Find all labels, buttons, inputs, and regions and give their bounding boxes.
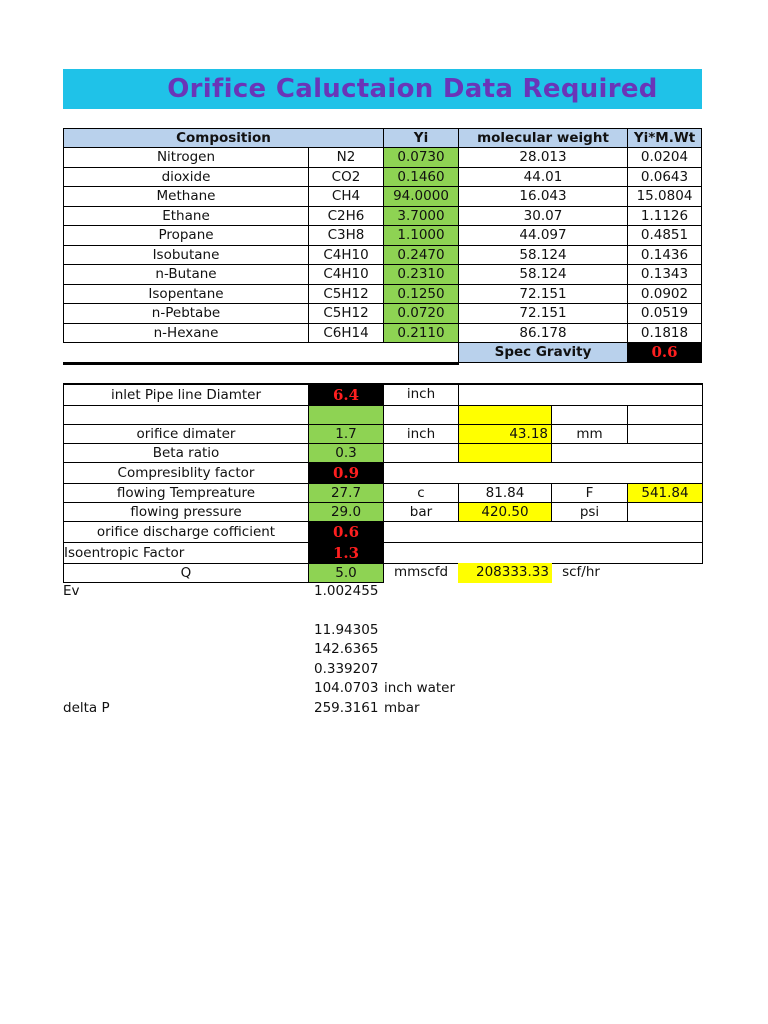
beta-yellow — [458, 443, 552, 463]
blank-cell — [627, 502, 703, 522]
blank-cell — [383, 443, 459, 463]
component-yi: 3.7000 — [383, 206, 459, 227]
component-yi: 0.2110 — [383, 323, 459, 344]
component-formula: C2H6 — [308, 206, 384, 227]
compress-label: Compresiblity factor — [63, 462, 309, 484]
result-value-1: 11.94305 — [314, 622, 379, 638]
header-yi: Yi — [383, 128, 459, 148]
spec-gravity-value: 0.6 — [627, 342, 702, 363]
blank-cell — [383, 462, 703, 484]
component-yimw: 0.1436 — [627, 245, 702, 266]
temp-value: 27.7 — [308, 483, 384, 503]
component-yi: 0.1460 — [383, 167, 459, 188]
component-yimw: 0.0902 — [627, 284, 702, 305]
component-mw: 30.07 — [458, 206, 628, 227]
inlet-unit: inch — [383, 384, 459, 406]
header-composition: Composition — [63, 128, 384, 148]
blank-yellow — [458, 405, 552, 425]
page-title: Orifice Caluctaion Data Required — [167, 74, 658, 104]
component-name: Isopentane — [63, 284, 309, 305]
component-name: Nitrogen — [63, 147, 309, 168]
result-value-3: 0.339207 — [314, 661, 379, 677]
header-yi-mwt: Yi*M.Wt — [627, 128, 702, 148]
blank-green — [308, 405, 384, 425]
orifice-mm-value: 43.18 — [458, 424, 552, 444]
title-banner — [63, 69, 702, 109]
component-formula: CO2 — [308, 167, 384, 188]
component-name: Propane — [63, 225, 309, 246]
press-unit: bar — [383, 502, 459, 522]
component-yimw: 0.0204 — [627, 147, 702, 168]
beta-value: 0.3 — [308, 443, 384, 463]
component-name: n-Butane — [63, 264, 309, 285]
compress-value: 0.9 — [308, 462, 384, 484]
press-psi-value: 420.50 — [458, 502, 552, 522]
component-formula: C5H12 — [308, 284, 384, 305]
component-yimw: 1.1126 — [627, 206, 702, 227]
temp-rankine-value: 541.84 — [627, 483, 703, 503]
temp-label: flowing Tempreature — [63, 483, 309, 503]
orifice-mm-unit: mm — [551, 424, 628, 444]
inlet-value: 6.4 — [308, 384, 384, 406]
component-formula: C4H10 — [308, 264, 384, 285]
component-mw: 44.01 — [458, 167, 628, 188]
temp-f-unit: F — [551, 483, 628, 503]
component-yi: 94.0000 — [383, 186, 459, 207]
component-yi: 1.1000 — [383, 225, 459, 246]
header-molecular-weight: molecular weight — [458, 128, 628, 148]
spec-gravity-label: Spec Gravity — [458, 342, 628, 363]
component-mw: 44.097 — [458, 225, 628, 246]
blank-cell — [383, 405, 459, 425]
component-yi: 0.0720 — [383, 303, 459, 324]
q-label: Q — [63, 563, 309, 583]
component-name: Methane — [63, 186, 309, 207]
component-yimw: 0.1343 — [627, 264, 702, 285]
q-scf-unit: scf/hr — [562, 564, 600, 580]
component-mw: 86.178 — [458, 323, 628, 344]
press-psi-unit: psi — [551, 502, 628, 522]
blank-cell — [627, 424, 703, 444]
component-mw: 72.151 — [458, 303, 628, 324]
blank-cell — [627, 405, 703, 425]
press-label: flowing pressure — [63, 502, 309, 522]
inlet-blank — [458, 384, 703, 406]
component-formula: C5H12 — [308, 303, 384, 324]
temp-unit: c — [383, 483, 459, 503]
blank-cell — [551, 405, 628, 425]
orifice-label: orifice dimater — [63, 424, 309, 444]
component-formula: C3H8 — [308, 225, 384, 246]
q-scf-value: 208333.33 — [458, 563, 552, 583]
component-name: n-Hexane — [63, 323, 309, 344]
component-mw: 72.151 — [458, 284, 628, 305]
q-value: 5.0 — [308, 563, 384, 583]
component-formula: C6H14 — [308, 323, 384, 344]
ev-label: Ev — [63, 583, 80, 599]
result-value-2: 142.6365 — [314, 641, 379, 657]
component-yimw: 0.0643 — [627, 167, 702, 188]
inlet-label: inlet Pipe line Diamter — [63, 384, 309, 406]
component-name: dioxide — [63, 167, 309, 188]
table-divider — [63, 362, 459, 365]
delta-p-label: delta P — [63, 700, 110, 716]
result-value-4-unit: inch water — [384, 680, 456, 696]
component-name: n-Pebtabe — [63, 303, 309, 324]
delta-p-unit: mbar — [384, 700, 420, 716]
component-name: Ethane — [63, 206, 309, 227]
component-formula: N2 — [308, 147, 384, 168]
component-yi: 0.2310 — [383, 264, 459, 285]
component-formula: CH4 — [308, 186, 384, 207]
component-yi: 0.2470 — [383, 245, 459, 266]
component-mw: 28.013 — [458, 147, 628, 168]
component-yimw: 15.0804 — [627, 186, 702, 207]
press-value: 29.0 — [308, 502, 384, 522]
component-mw: 58.124 — [458, 264, 628, 285]
temp-f-value: 81.84 — [458, 483, 552, 503]
blank-cell — [551, 443, 703, 463]
q-unit: mmscfd — [393, 564, 449, 580]
orifice-unit: inch — [383, 424, 459, 444]
delta-p-value: 259.3161 — [314, 700, 379, 716]
blank-label — [63, 405, 309, 425]
component-yimw: 0.4851 — [627, 225, 702, 246]
blank-cell — [383, 542, 703, 564]
blank-cell — [383, 521, 703, 543]
component-formula: C4H10 — [308, 245, 384, 266]
component-yi: 0.0730 — [383, 147, 459, 168]
component-yi: 0.1250 — [383, 284, 459, 305]
component-name: Isobutane — [63, 245, 309, 266]
isentropic-label: Isoentropic Factor — [63, 542, 309, 564]
ev-value: 1.002455 — [314, 583, 379, 599]
component-yimw: 0.0519 — [627, 303, 702, 324]
discharge-label: orifice discharge cofficient — [63, 521, 309, 543]
discharge-value: 0.6 — [308, 521, 384, 543]
component-mw: 16.043 — [458, 186, 628, 207]
isentropic-value: 1.3 — [308, 542, 384, 564]
component-mw: 58.124 — [458, 245, 628, 266]
component-yimw: 0.1818 — [627, 323, 702, 344]
orifice-value: 1.7 — [308, 424, 384, 444]
beta-label: Beta ratio — [63, 443, 309, 463]
result-value-4: 104.0703 — [314, 680, 379, 696]
